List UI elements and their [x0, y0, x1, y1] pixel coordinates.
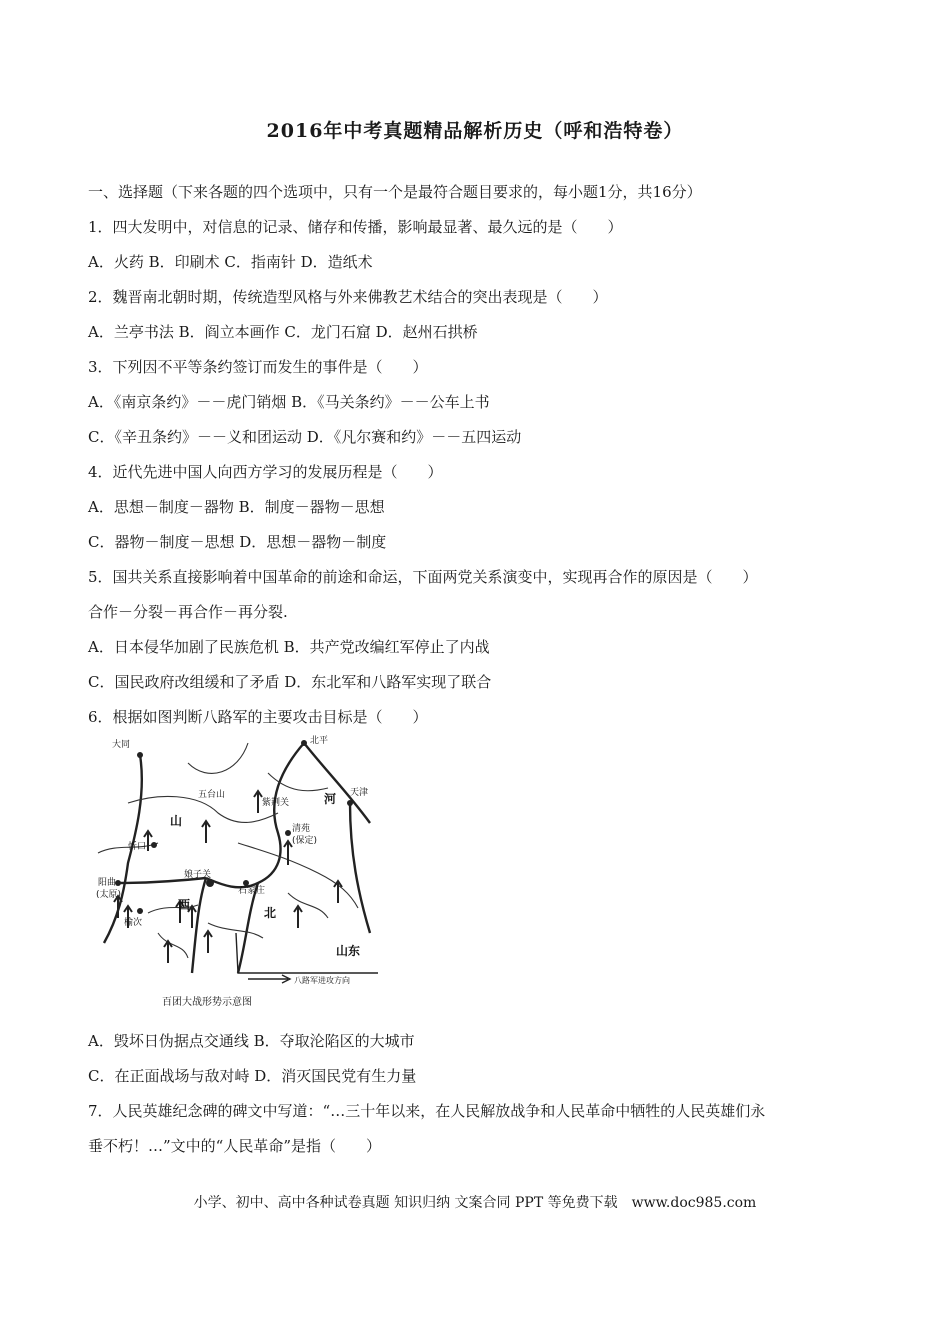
map-caption: 百团大战形势示意图	[162, 997, 252, 1008]
map-region-shan: 山	[170, 814, 183, 828]
question-7: 7．人民英雄纪念碑的碑文中写道：“…三十年以来，在人民解放战争和人民革命中牺牲的人民英雄们永	[88, 1102, 766, 1120]
map-label-beiping: 北平	[310, 736, 329, 746]
map-region-bei: 北	[264, 906, 277, 920]
map-label-taiyuan: (太原)	[96, 890, 122, 900]
map-label-shijiazhuang: 石家庄	[238, 886, 266, 896]
map-label-tianjin: 天津	[350, 788, 369, 798]
question-6-options-cd: C．在正面战场与敌对峙 D．消灭国民党有生力量	[88, 1067, 417, 1085]
section-heading: 一、选择题（下来各题的四个选项中，只有一个是最符合题目要求的，每小题1分，共16分）	[88, 183, 702, 201]
map-label-wutaishan: 五台山	[198, 790, 226, 800]
document-title: 2016年中考真题精品解析历史（呼和浩特卷）	[266, 120, 684, 142]
question-4-options-cd: C．器物－制度－思想 D．思想－器物－制度	[88, 533, 387, 551]
map-legend: 八路军进攻方向	[294, 976, 350, 985]
question-5-context: 合作－分裂－再合作－再分裂.	[88, 603, 288, 621]
question-2: 2．魏晋南北朝时期，传统造型风格与外来佛教艺术结合的突出表现是（ ）	[88, 288, 608, 306]
question-4-options-ab: A．思想－制度－器物 B．制度－器物－思想	[88, 498, 385, 516]
question-5: 5．国共关系直接影响着中国革命的前途和命运，下面两党关系演变中，实现再合作的原因是（ ）	[88, 568, 758, 586]
map-label-baoding: (保定)	[292, 836, 318, 846]
map-label-niangziguan: 娘子关	[184, 870, 212, 880]
question-4: 4．近代先进中国人向西方学习的发展历程是（ ）	[88, 463, 443, 481]
question-2-options: A．兰亭书法 B．阎立本画作 C．龙门石窟 D．赵州石拱桥	[88, 323, 478, 341]
map-region-xi: 西	[178, 898, 191, 912]
question-5-options-cd: C．国民政府改组缓和了矛盾 D．东北军和八路军实现了联合	[88, 673, 492, 691]
question-3-options-ab: A．《南京条约》－－虎门销烟 B．《马关条约》－－公车上书	[88, 393, 490, 411]
map-label-xinkou: 忻口	[128, 842, 147, 852]
question-3: 3．下列因不平等条约签订而发生的事件是（ ）	[88, 358, 428, 376]
map-label-qingyuan: 清苑	[292, 824, 311, 834]
map-label-yangqu: 阳曲	[98, 878, 117, 888]
question-3-options-cd: C．《辛丑条约》－－义和团运动 D．《凡尔赛和约》－－五四运动	[88, 428, 522, 446]
map-label-zijingguan: 紫荆关	[262, 798, 290, 808]
map-region-he: 河	[324, 792, 337, 806]
map-region-shandong: 山东	[336, 944, 361, 958]
question-7-continued: 垂不朽！…”文中的“人民革命”是指（ ）	[88, 1137, 382, 1155]
page-footer: 小学、初中、高中各种试卷真题 知识归纳 文案合同 PPT 等免费下载 www.doc985.com	[193, 1195, 757, 1211]
question-1: 1．四大发明中，对信息的记录、储存和传播，影响最显著、最久远的是（ ）	[88, 218, 623, 236]
map-label-yuci: 榆次	[124, 918, 143, 928]
question-1-options: A．火药 B．印刷术 C．指南针 D．造纸术	[88, 253, 373, 271]
question-6-options-ab: A．毁坏日伪据点交通线 B．夺取沦陷区的大城市	[88, 1032, 415, 1050]
question-6: 6．根据如图判断八路军的主要攻击目标是（ ）	[88, 708, 428, 726]
question-5-options-ab: A．日本侵华加剧了民族危机 B．共产党改编红军停止了内战	[88, 638, 490, 656]
map-label-datong: 大同	[112, 740, 131, 750]
hundred-regiments-map	[88, 733, 380, 1009]
